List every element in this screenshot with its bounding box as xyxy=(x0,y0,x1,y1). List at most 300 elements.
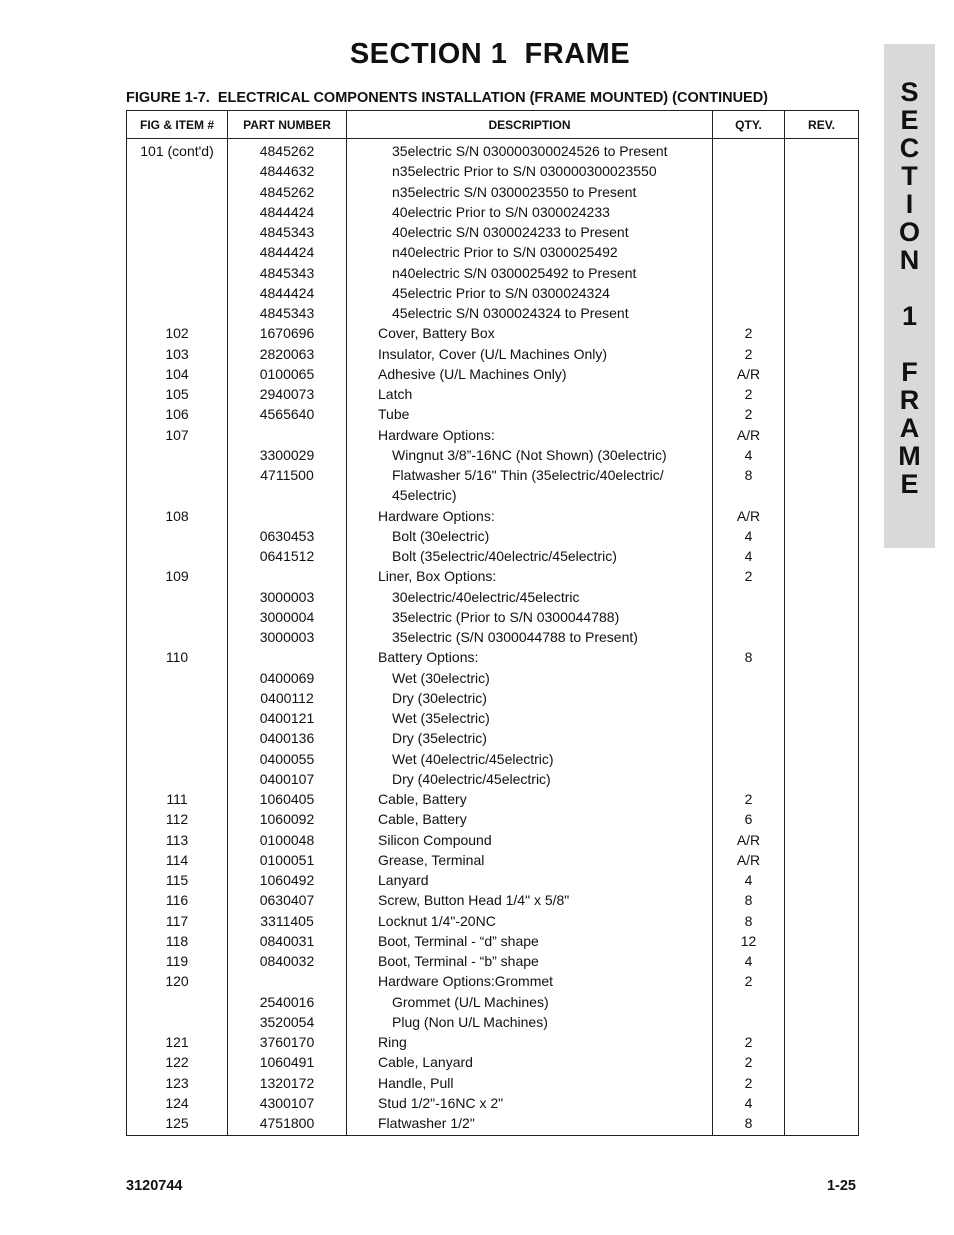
part-number-cell: 4844424 xyxy=(228,202,347,222)
rev-cell xyxy=(785,1052,859,1072)
part-number-cell xyxy=(228,971,347,991)
qty-cell: 2 xyxy=(713,1052,785,1072)
part-number-cell: 3520054 xyxy=(228,1012,347,1032)
table-row xyxy=(127,445,859,465)
part-number-cell: 0641512 xyxy=(228,546,347,566)
table-row xyxy=(127,870,859,890)
fig-item-cell: 107 xyxy=(127,425,228,445)
page-number: 1-25 xyxy=(826,1178,856,1194)
table-row xyxy=(127,688,859,708)
side-tab-letter: 1 xyxy=(901,301,918,331)
description-cell: Liner, Box Options: xyxy=(347,566,713,586)
fig-item-cell: 109 xyxy=(127,566,228,586)
fig-item-cell xyxy=(127,627,228,647)
table-row xyxy=(127,992,859,1012)
rev-cell xyxy=(785,931,859,951)
table-row xyxy=(127,1113,859,1136)
description-cell: Wet (30electric) xyxy=(347,668,713,688)
header-qty: QTY. xyxy=(713,111,785,139)
fig-item-cell: 117 xyxy=(127,911,228,931)
description-cell: Boot, Terminal - “d” shape xyxy=(347,931,713,951)
qty-cell xyxy=(713,182,785,202)
rev-cell xyxy=(785,425,859,445)
side-tab-letter: M xyxy=(898,441,921,471)
qty-cell: 4 xyxy=(713,951,785,971)
description-cell: 35electric S/N 030000300024526 to Present xyxy=(347,139,713,162)
description-cell: Insulator, Cover (U/L Machines Only) xyxy=(347,344,713,364)
rev-cell xyxy=(785,769,859,789)
table-row xyxy=(127,323,859,343)
description-cell: Silicon Compound xyxy=(347,830,713,850)
table-row xyxy=(127,749,859,769)
fig-item-cell xyxy=(127,992,228,1012)
description-cell: Flatwasher 1/2" xyxy=(347,1113,713,1136)
description-cell: Locknut 1/4"-20NC xyxy=(347,911,713,931)
table-row xyxy=(127,546,859,566)
qty-cell: A/R xyxy=(713,364,785,384)
description-cell: Bolt (35electric/40electric/45electric) xyxy=(347,546,713,566)
qty-cell: A/R xyxy=(713,506,785,526)
part-number-cell: 2540016 xyxy=(228,992,347,1012)
part-number-cell: 0100051 xyxy=(228,850,347,870)
fig-item-cell: 102 xyxy=(127,323,228,343)
qty-cell xyxy=(713,749,785,769)
qty-cell: 2 xyxy=(713,1073,785,1093)
part-number-cell: 3000004 xyxy=(228,607,347,627)
rev-cell xyxy=(785,870,859,890)
fig-item-cell xyxy=(127,445,228,465)
fig-item-cell xyxy=(127,688,228,708)
fig-item-cell: 124 xyxy=(127,1093,228,1113)
fig-item-cell: 125 xyxy=(127,1113,228,1136)
description-cell: Cover, Battery Box xyxy=(347,323,713,343)
table-row xyxy=(127,364,859,384)
rev-cell xyxy=(785,708,859,728)
part-number-cell xyxy=(228,506,347,526)
part-number-cell: 1320172 xyxy=(228,1073,347,1093)
description-cell: Wet (35electric) xyxy=(347,708,713,728)
qty-cell: 2 xyxy=(713,1032,785,1052)
description-cell: Grease, Terminal xyxy=(347,850,713,870)
part-number-cell: 2820063 xyxy=(228,344,347,364)
part-number-cell: 0400136 xyxy=(228,728,347,748)
table-row xyxy=(127,303,859,323)
qty-cell xyxy=(713,992,785,1012)
part-number-cell: 0840032 xyxy=(228,951,347,971)
table-row xyxy=(127,789,859,809)
fig-item-cell: 121 xyxy=(127,1032,228,1052)
rev-cell xyxy=(785,323,859,343)
table-row xyxy=(127,242,859,262)
part-number-cell: 4845343 xyxy=(228,222,347,242)
description-cell: Cable, Lanyard xyxy=(347,1052,713,1072)
qty-cell xyxy=(713,202,785,222)
qty-cell xyxy=(713,728,785,748)
table-row xyxy=(127,485,859,505)
table-row xyxy=(127,506,859,526)
qty-cell: 8 xyxy=(713,647,785,667)
table-row xyxy=(127,668,859,688)
table-row xyxy=(127,647,859,667)
description-cell: 30electric/40electric/45electric xyxy=(347,587,713,607)
qty-cell: 2 xyxy=(713,789,785,809)
table-row xyxy=(127,627,859,647)
rev-cell xyxy=(785,364,859,384)
rev-cell xyxy=(785,222,859,242)
qty-cell xyxy=(713,485,785,505)
fig-item-cell: 114 xyxy=(127,850,228,870)
table-row xyxy=(127,344,859,364)
part-number-cell: 0630407 xyxy=(228,890,347,910)
rev-cell xyxy=(785,1113,859,1136)
qty-cell: 8 xyxy=(713,1113,785,1136)
table-row xyxy=(127,951,859,971)
table-row xyxy=(127,222,859,242)
fig-item-cell xyxy=(127,1012,228,1032)
rev-cell xyxy=(785,647,859,667)
fig-item-cell xyxy=(127,303,228,323)
fig-item-cell: 115 xyxy=(127,870,228,890)
fig-item-cell: 103 xyxy=(127,344,228,364)
description-cell: Grommet (U/L Machines) xyxy=(347,992,713,1012)
fig-item-cell xyxy=(127,749,228,769)
fig-item-cell: 101 (cont'd) xyxy=(127,139,228,162)
part-number-cell: 4845262 xyxy=(228,182,347,202)
part-number-cell: 4845262 xyxy=(228,139,347,162)
table-row xyxy=(127,526,859,546)
side-tab-letter: C xyxy=(899,133,920,163)
fig-item-cell xyxy=(127,222,228,242)
description-cell: Dry (30electric) xyxy=(347,688,713,708)
qty-cell xyxy=(713,139,785,162)
header-description: DESCRIPTION xyxy=(347,111,713,139)
table-row xyxy=(127,161,859,181)
table-row xyxy=(127,728,859,748)
rev-cell xyxy=(785,749,859,769)
fig-item-cell: 112 xyxy=(127,809,228,829)
rev-cell xyxy=(785,445,859,465)
rev-cell xyxy=(785,404,859,424)
description-cell: n35electric Prior to S/N 030000300023550 xyxy=(347,161,713,181)
qty-cell: 4 xyxy=(713,546,785,566)
qty-cell: 12 xyxy=(713,931,785,951)
table-row xyxy=(127,1012,859,1032)
rev-cell xyxy=(785,688,859,708)
header-fig-item: FIG & ITEM # xyxy=(127,111,228,139)
qty-cell xyxy=(713,587,785,607)
fig-item-cell xyxy=(127,587,228,607)
part-number-cell: 0400055 xyxy=(228,749,347,769)
part-number-cell: 4565640 xyxy=(228,404,347,424)
part-number-cell: 0840031 xyxy=(228,931,347,951)
side-tab-letter xyxy=(884,274,935,302)
qty-cell: 2 xyxy=(713,404,785,424)
description-cell: Tube xyxy=(347,404,713,424)
rev-cell xyxy=(785,182,859,202)
rev-cell xyxy=(785,668,859,688)
table-row xyxy=(127,708,859,728)
part-number-cell: 4844424 xyxy=(228,283,347,303)
part-number-cell: 0400069 xyxy=(228,668,347,688)
qty-cell: 2 xyxy=(713,344,785,364)
rev-cell xyxy=(785,546,859,566)
part-number-cell: 3311405 xyxy=(228,911,347,931)
side-tab-letter: T xyxy=(901,161,918,191)
fig-item-cell xyxy=(127,465,228,485)
description-cell: Dry (40electric/45electric) xyxy=(347,769,713,789)
part-number-cell: 2940073 xyxy=(228,384,347,404)
fig-item-cell: 120 xyxy=(127,971,228,991)
rev-cell xyxy=(785,283,859,303)
part-number-cell: 4844632 xyxy=(228,161,347,181)
fig-item-cell xyxy=(127,202,228,222)
qty-cell: 8 xyxy=(713,890,785,910)
description-cell: Lanyard xyxy=(347,870,713,890)
side-tab-letter: R xyxy=(899,385,920,415)
rev-cell xyxy=(785,890,859,910)
table-row xyxy=(127,971,859,991)
table-row xyxy=(127,931,859,951)
qty-cell xyxy=(713,242,785,262)
part-number-cell: 1060405 xyxy=(228,789,347,809)
part-number-cell: 4844424 xyxy=(228,242,347,262)
table-row xyxy=(127,769,859,789)
fig-item-cell xyxy=(127,708,228,728)
description-cell: Hardware Options:Grommet xyxy=(347,971,713,991)
description-cell: Wet (40electric/45electric) xyxy=(347,749,713,769)
description-cell: 45electric S/N 0300024324 to Present xyxy=(347,303,713,323)
fig-item-cell: 106 xyxy=(127,404,228,424)
qty-cell xyxy=(713,607,785,627)
part-number-cell: 0100048 xyxy=(228,830,347,850)
rev-cell xyxy=(785,728,859,748)
rev-cell xyxy=(785,161,859,181)
rev-cell xyxy=(785,384,859,404)
qty-cell: 6 xyxy=(713,809,785,829)
side-tab-letter: N xyxy=(899,245,920,275)
part-number-cell: 4300107 xyxy=(228,1093,347,1113)
side-tab-letter: O xyxy=(898,217,920,247)
fig-item-cell xyxy=(127,263,228,283)
rev-cell xyxy=(785,789,859,809)
fig-item-cell: 111 xyxy=(127,789,228,809)
qty-cell: 8 xyxy=(713,465,785,485)
qty-cell: 2 xyxy=(713,971,785,991)
rev-cell xyxy=(785,526,859,546)
description-cell: n40electric Prior to S/N 0300025492 xyxy=(347,242,713,262)
part-number-cell: 3000003 xyxy=(228,627,347,647)
description-cell: 40electric Prior to S/N 0300024233 xyxy=(347,202,713,222)
rev-cell xyxy=(785,263,859,283)
rev-cell xyxy=(785,830,859,850)
rev-cell xyxy=(785,809,859,829)
qty-cell xyxy=(713,303,785,323)
description-cell: Hardware Options: xyxy=(347,425,713,445)
table-row xyxy=(127,809,859,829)
fig-item-cell xyxy=(127,485,228,505)
qty-cell xyxy=(713,263,785,283)
rev-cell xyxy=(785,1093,859,1113)
table-row xyxy=(127,465,859,485)
description-cell: Dry (35electric) xyxy=(347,728,713,748)
qty-cell xyxy=(713,688,785,708)
part-number-cell: 1060492 xyxy=(228,870,347,890)
document-number: 3120744 xyxy=(126,1178,183,1194)
description-cell: Plug (Non U/L Machines) xyxy=(347,1012,713,1032)
rev-cell xyxy=(785,627,859,647)
rev-cell xyxy=(785,607,859,627)
table-row xyxy=(127,830,859,850)
rev-cell xyxy=(785,242,859,262)
rev-cell xyxy=(785,566,859,586)
part-number-cell: 4845343 xyxy=(228,303,347,323)
qty-cell xyxy=(713,161,785,181)
fig-item-cell xyxy=(127,607,228,627)
description-cell: Bolt (30electric) xyxy=(347,526,713,546)
qty-cell: A/R xyxy=(713,830,785,850)
fig-item-cell: 116 xyxy=(127,890,228,910)
qty-cell: 4 xyxy=(713,1093,785,1113)
side-tab-letter: I xyxy=(905,189,914,219)
table-row xyxy=(127,425,859,445)
part-number-cell: 1060092 xyxy=(228,809,347,829)
description-cell: Latch xyxy=(347,384,713,404)
qty-cell: 8 xyxy=(713,911,785,931)
rev-cell xyxy=(785,1032,859,1052)
qty-cell xyxy=(713,222,785,242)
part-number-cell: 4751800 xyxy=(228,1113,347,1136)
fig-item-cell: 118 xyxy=(127,931,228,951)
rev-cell xyxy=(785,971,859,991)
table-row xyxy=(127,404,859,424)
fig-item-cell xyxy=(127,728,228,748)
description-cell: Cable, Battery xyxy=(347,809,713,829)
side-tab-letter: E xyxy=(900,105,919,135)
rev-cell xyxy=(785,951,859,971)
qty-cell: 4 xyxy=(713,870,785,890)
fig-item-cell: 110 xyxy=(127,647,228,667)
qty-cell: A/R xyxy=(713,425,785,445)
fig-item-cell xyxy=(127,546,228,566)
table-row xyxy=(127,890,859,910)
rev-cell xyxy=(785,344,859,364)
fig-item-cell xyxy=(127,182,228,202)
fig-item-cell: 122 xyxy=(127,1052,228,1072)
side-tab-letter xyxy=(884,330,935,358)
description-cell: Screw, Button Head 1/4" x 5/8" xyxy=(347,890,713,910)
qty-cell: 2 xyxy=(713,384,785,404)
part-number-cell: 3000003 xyxy=(228,587,347,607)
part-number-cell: 3300029 xyxy=(228,445,347,465)
table-row xyxy=(127,1052,859,1072)
qty-cell: 2 xyxy=(713,566,785,586)
description-cell: n35electric S/N 0300023550 to Present xyxy=(347,182,713,202)
table-row xyxy=(127,139,859,162)
table-row xyxy=(127,1073,859,1093)
header-part-number: PART NUMBER xyxy=(228,111,347,139)
side-tab-letter: E xyxy=(900,469,919,499)
rev-cell xyxy=(785,992,859,1012)
rev-cell xyxy=(785,485,859,505)
qty-cell xyxy=(713,668,785,688)
description-cell: Stud 1/2"-16NC x 2" xyxy=(347,1093,713,1113)
table-row xyxy=(127,263,859,283)
description-cell: n40electric S/N 0300025492 to Present xyxy=(347,263,713,283)
qty-cell: 4 xyxy=(713,445,785,465)
rev-cell xyxy=(785,506,859,526)
header-rev: REV. xyxy=(785,111,859,139)
table-row xyxy=(127,607,859,627)
rev-cell xyxy=(785,1073,859,1093)
rev-cell xyxy=(785,303,859,323)
fig-item-cell: 119 xyxy=(127,951,228,971)
table-row xyxy=(127,566,859,586)
fig-item-cell: 105 xyxy=(127,384,228,404)
figure-title: FIGURE 1-7. ELECTRICAL COMPONENTS INSTALLATION (FRAME MOUNTED) (CONTINUED) xyxy=(126,90,769,106)
part-number-cell: 1060491 xyxy=(228,1052,347,1072)
description-cell: Wingnut 3/8”-16NC (Not Shown) (30electric) xyxy=(347,445,713,465)
qty-cell xyxy=(713,708,785,728)
side-tab-letter: F xyxy=(901,357,918,387)
description-cell: Battery Options: xyxy=(347,647,713,667)
table-row xyxy=(127,384,859,404)
table-header-row xyxy=(127,111,859,139)
qty-cell: A/R xyxy=(713,850,785,870)
table-row xyxy=(127,202,859,222)
fig-item-cell: 108 xyxy=(127,506,228,526)
rev-cell xyxy=(785,1012,859,1032)
rev-cell xyxy=(785,465,859,485)
table-row xyxy=(127,1093,859,1113)
rev-cell xyxy=(785,911,859,931)
fig-item-cell xyxy=(127,283,228,303)
qty-cell xyxy=(713,283,785,303)
section-side-tab xyxy=(884,44,935,548)
table-row xyxy=(127,911,859,931)
part-number-cell: 0100065 xyxy=(228,364,347,384)
fig-item-cell xyxy=(127,769,228,789)
part-number-cell: 3760170 xyxy=(228,1032,347,1052)
part-number-cell: 0400112 xyxy=(228,688,347,708)
description-cell: Handle, Pull xyxy=(347,1073,713,1093)
rev-cell xyxy=(785,139,859,162)
qty-cell xyxy=(713,1012,785,1032)
part-number-cell xyxy=(228,566,347,586)
description-cell: Adhesive (U/L Machines Only) xyxy=(347,364,713,384)
part-number-cell xyxy=(228,647,347,667)
qty-cell: 4 xyxy=(713,526,785,546)
fig-item-cell xyxy=(127,526,228,546)
description-cell: 40electric S/N 0300024233 to Present xyxy=(347,222,713,242)
table-row xyxy=(127,182,859,202)
fig-item-cell: 123 xyxy=(127,1073,228,1093)
description-cell: Hardware Options: xyxy=(347,506,713,526)
description-cell: 45electric Prior to S/N 0300024324 xyxy=(347,283,713,303)
fig-item-cell xyxy=(127,161,228,181)
fig-item-cell: 113 xyxy=(127,830,228,850)
table-row xyxy=(127,850,859,870)
parts-table xyxy=(126,110,859,1136)
qty-cell: 2 xyxy=(713,323,785,343)
table-row xyxy=(127,587,859,607)
part-number-cell xyxy=(228,425,347,445)
description-cell: Boot, Terminal - “b” shape xyxy=(347,951,713,971)
part-number-cell: 0400121 xyxy=(228,708,347,728)
table-row xyxy=(127,1032,859,1052)
part-number-cell: 4845343 xyxy=(228,263,347,283)
description-cell: 35electric (Prior to S/N 0300044788) xyxy=(347,607,713,627)
part-number-cell: 0630453 xyxy=(228,526,347,546)
